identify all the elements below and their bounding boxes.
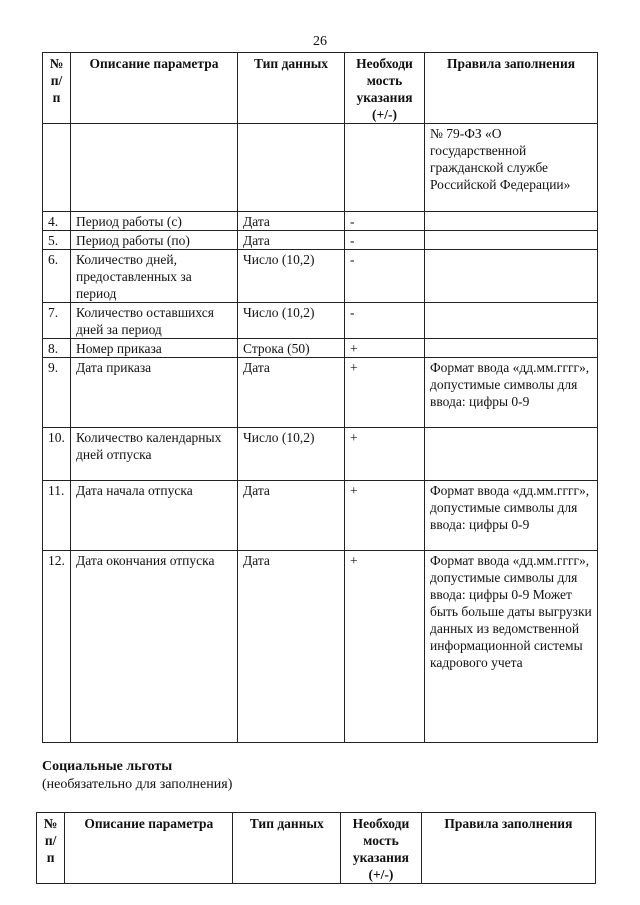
row-required: - <box>345 303 425 339</box>
row-rules: № 79-ФЗ «О государственной гражданской службе Российской Федерации» <box>425 124 598 212</box>
row-num <box>43 124 71 212</box>
table-row <box>43 339 598 358</box>
row-data-type: Дата <box>238 231 345 250</box>
table-row <box>43 231 598 250</box>
row-data-type: Число (10,2) <box>238 250 345 303</box>
header-data-type: Тип данных <box>238 53 345 124</box>
table-row <box>43 551 598 743</box>
table-row <box>43 250 598 303</box>
table-row <box>43 303 598 339</box>
section-title: Социальные льготы <box>42 759 173 774</box>
row-required <box>345 124 425 212</box>
header-num: № п/п <box>37 813 65 884</box>
row-description: Количество календарных дней отпуска <box>71 428 238 481</box>
row-num: 6. <box>43 250 71 303</box>
table-row <box>43 212 598 231</box>
table-row <box>43 428 598 481</box>
row-required: - <box>345 250 425 303</box>
row-rules <box>425 428 598 481</box>
row-required: - <box>345 212 425 231</box>
row-num: 10. <box>43 428 71 481</box>
row-description: Дата приказа <box>71 358 238 428</box>
header-rules: Правила заполнения <box>425 53 598 124</box>
benefits-table <box>36 812 596 884</box>
row-rules <box>425 212 598 231</box>
page-number: 26 <box>313 34 327 49</box>
row-rules <box>425 339 598 358</box>
row-num: 5. <box>43 231 71 250</box>
row-required: + <box>345 358 425 428</box>
row-data-type: Число (10,2) <box>238 428 345 481</box>
header-rules: Правила заполнения <box>421 813 595 884</box>
header-description: Описание параметра <box>71 53 238 124</box>
row-data-type: Дата <box>238 212 345 231</box>
row-data-type: Дата <box>238 551 345 743</box>
row-num: 8. <box>43 339 71 358</box>
row-rules: Формат ввода «дд.мм.гггг», допустимые символы для ввода: цифры 0-9 <box>425 481 598 551</box>
row-rules: Формат ввода «дд.мм.гггг», допустимые символы для ввода: цифры 0-9 Может быть больше даты выгрузки данных из ведомственной информационной системы кадрового учета <box>425 551 598 743</box>
row-num: 7. <box>43 303 71 339</box>
row-data-type: Дата <box>238 358 345 428</box>
row-rules: Формат ввода «дд.мм.гггг», допустимые символы для ввода: цифры 0-9 <box>425 358 598 428</box>
row-description: Дата окончания отпуска <box>71 551 238 743</box>
row-required: - <box>345 231 425 250</box>
row-description: Период работы (по) <box>71 231 238 250</box>
row-rules <box>425 250 598 303</box>
row-description: Период работы (с) <box>71 212 238 231</box>
table-header-row <box>43 53 598 124</box>
row-num: 11. <box>43 481 71 551</box>
section-note: (необязательно для заполнения) <box>42 777 233 792</box>
header-data-type: Тип данных <box>233 813 341 884</box>
row-num: 12. <box>43 551 71 743</box>
row-description: Номер приказа <box>71 339 238 358</box>
table-row <box>43 124 598 212</box>
row-description: Количество оставшихся дней за период <box>71 303 238 339</box>
row-data-type <box>238 124 345 212</box>
row-data-type: Дата <box>238 481 345 551</box>
row-rules <box>425 231 598 250</box>
parameters-table <box>42 52 598 743</box>
header-required: Необходи мость указания (+/-) <box>341 813 422 884</box>
header-description: Описание параметра <box>65 813 233 884</box>
table-header-row <box>37 813 596 884</box>
header-required: Необходи мость указания (+/-) <box>345 53 425 124</box>
header-num: № п/п <box>43 53 71 124</box>
row-description <box>71 124 238 212</box>
row-num: 9. <box>43 358 71 428</box>
row-data-type: Число (10,2) <box>238 303 345 339</box>
row-required: + <box>345 428 425 481</box>
row-num: 4. <box>43 212 71 231</box>
row-required: + <box>345 481 425 551</box>
row-required: + <box>345 551 425 743</box>
table-row <box>43 358 598 428</box>
row-data-type: Строка (50) <box>238 339 345 358</box>
row-description: Количество дней, предоставленных за период <box>71 250 238 303</box>
row-rules <box>425 303 598 339</box>
table-row <box>43 481 598 551</box>
row-description: Дата начала отпуска <box>71 481 238 551</box>
row-required: + <box>345 339 425 358</box>
